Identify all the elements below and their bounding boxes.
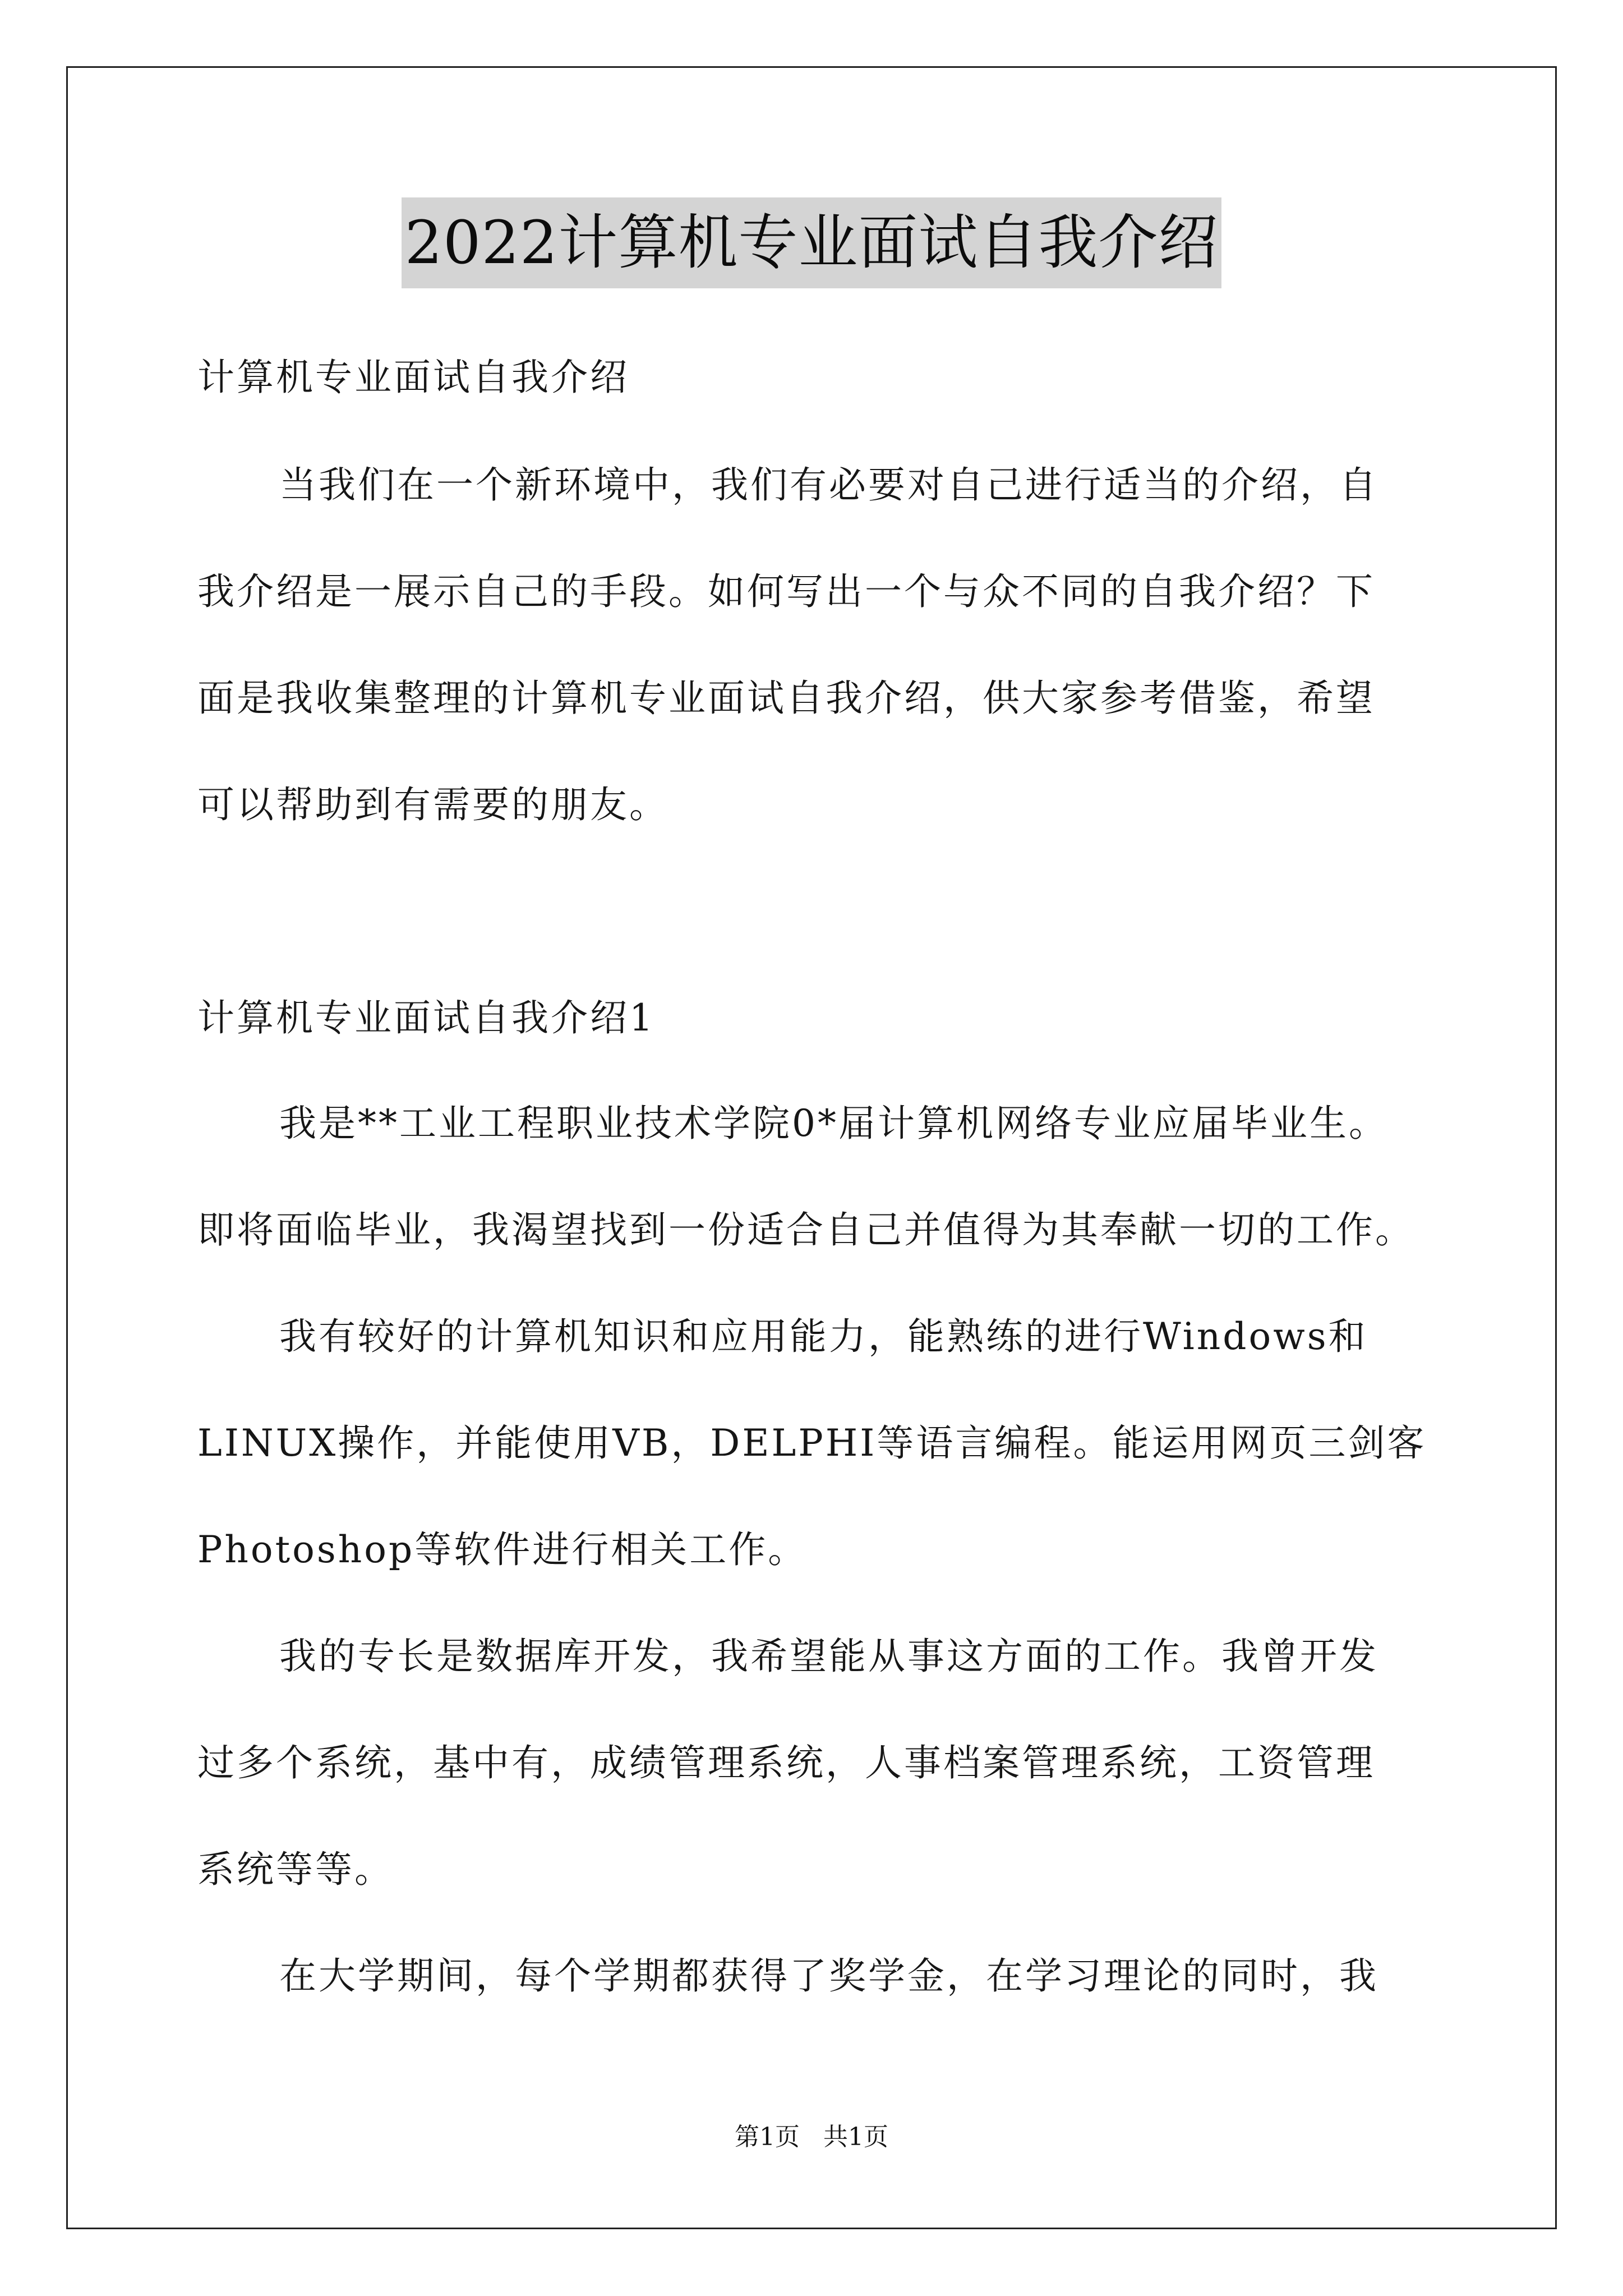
title-container bbox=[0, 197, 1623, 288]
paragraph-line: 我是**工业工程职业技术学院0*届计算机网络专业应届毕业生。 bbox=[279, 1102, 1388, 1145]
paragraph-line: 过多个系统，基中有，成绩管理系统，人事档案管理系统，工资管理 bbox=[197, 1741, 1375, 1784]
paragraph-line: 当我们在一个新环境中，我们有必要对自己进行适当的介绍，自 bbox=[279, 463, 1378, 507]
paragraph-line: 我介绍是一展示自己的手段。如何写出一个与众不同的自我介绍？下 bbox=[197, 570, 1375, 613]
paragraph-line: 即将面临毕业，我渴望找到一份适合自己并值得为其奉献一切的工作。 bbox=[197, 1208, 1414, 1251]
document-title: 2022计算机专业面试自我介绍 bbox=[402, 197, 1222, 288]
paragraph-line: 在大学期间，每个学期都获得了奖学金，在学习理论的同时，我 bbox=[279, 1954, 1378, 1998]
section-heading: 计算机专业面试自我介绍1 bbox=[197, 996, 655, 1039]
paragraph-line: 系统等等。 bbox=[197, 1848, 394, 1891]
page-number-current: 第1页 bbox=[735, 2123, 800, 2151]
page-number-total: 共1页 bbox=[823, 2123, 888, 2151]
paragraph-line: LINUX操作，并能使用VB，DELPHI等语言编程。能运用网页三剑客 bbox=[197, 1421, 1427, 1465]
paragraph-line: Photoshop等软件进行相关工作。 bbox=[197, 1528, 808, 1571]
page-footer bbox=[0, 2120, 1623, 2154]
paragraph-line: 面是我收集整理的计算机专业面试自我介绍，供大家参考借鉴，希望 bbox=[197, 677, 1375, 720]
paragraph-line: 可以帮助到有需要的朋友。 bbox=[197, 783, 668, 826]
paragraph-line: 我有较好的计算机知识和应用能力，能熟练的进行Windows和 bbox=[279, 1315, 1368, 1358]
paragraph-line: 我的专长是数据库开发，我希望能从事这方面的工作。我曾开发 bbox=[279, 1635, 1378, 1678]
subtitle-line: 计算机专业面试自我介绍 bbox=[197, 356, 629, 399]
